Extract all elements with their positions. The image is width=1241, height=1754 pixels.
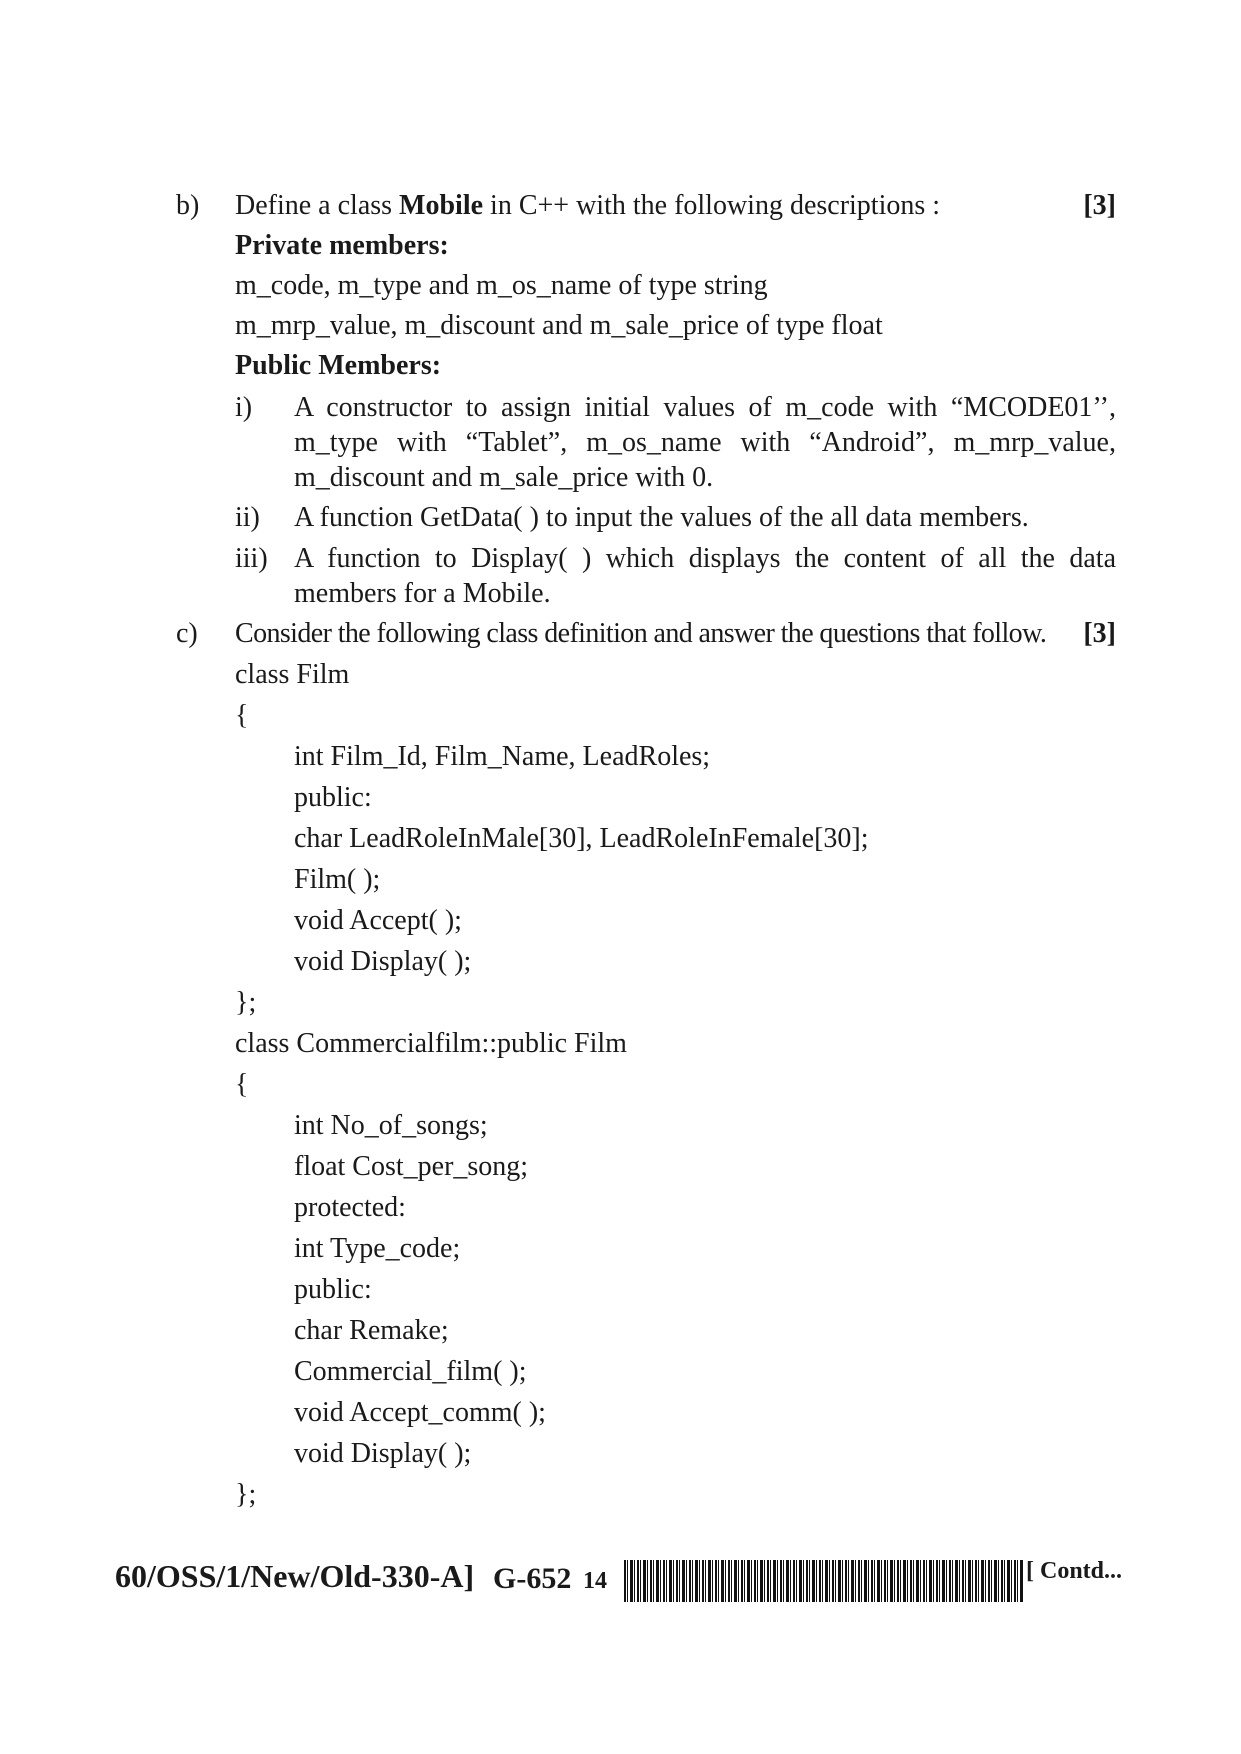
item-i-line-1: A constructor to assign initial values of m_code with “MCODE01’’, (294, 392, 1116, 423)
code-line: float Cost_per_song; (294, 1151, 529, 1182)
item-i-label: i) (235, 392, 253, 423)
item-ii-label: ii) (235, 502, 260, 533)
footer-code: 60/OSS/1/New/Old-330-A] (115, 1558, 475, 1594)
page-number: 14 (583, 1568, 607, 1594)
code-line: void Display( ); (294, 946, 472, 977)
code-line: protected: (294, 1192, 406, 1223)
code-line: int Type_code; (294, 1233, 461, 1264)
code-line: public: (294, 782, 372, 813)
code-line: int No_of_songs; (294, 1110, 488, 1141)
question-b-suffix: in C++ with the following descriptions : (483, 190, 941, 221)
code-line: Film( ); (294, 864, 381, 895)
code-line: public: (294, 1274, 372, 1305)
code-line: { (235, 700, 249, 731)
code-line: }; (235, 987, 257, 1018)
class-name-mobile: Mobile (399, 190, 484, 221)
code-line: Commercial_film( ); (294, 1356, 527, 1387)
footer-paper-code: G-652 (493, 1562, 572, 1595)
code-line: }; (235, 1479, 257, 1510)
item-i-line-3: m_discount and m_sale_price with 0. (294, 462, 714, 493)
private-line-2: m_mrp_value, m_discount and m_sale_price of type float (235, 310, 883, 341)
question-c-marks: [3] (1083, 618, 1116, 649)
code-line: class Film (235, 659, 350, 690)
question-b-label: b) (176, 190, 200, 221)
question-c-label: c) (176, 618, 198, 649)
code-line: char Remake; (294, 1315, 449, 1346)
code-line: int Film_Id, Film_Name, LeadRoles; (294, 741, 711, 772)
code-line: void Display( ); (294, 1438, 472, 1469)
private-line-1: m_code, m_type and m_os_name of type string (235, 270, 768, 301)
code-line: { (235, 1069, 249, 1100)
code-line: char LeadRoleInMale[30], LeadRoleInFemale[30]; (294, 823, 869, 854)
question-b-marks: [3] (1083, 190, 1116, 221)
item-iii-label: iii) (235, 543, 268, 574)
item-i-line-2: m_type with “Tablet”, m_os_name with “Android”, m_mrp_value, (294, 427, 1116, 458)
barcode (624, 1560, 1024, 1602)
contd-label: [ Contd... (1026, 1558, 1123, 1584)
private-members-heading: Private members: (235, 230, 449, 261)
question-b-prefix: Define a class (235, 190, 400, 221)
code-line: void Accept_comm( ); (294, 1397, 546, 1428)
code-line: void Accept( ); (294, 905, 462, 936)
item-iii-line-2: members for a Mobile. (294, 578, 551, 609)
question-c-text: Consider the following class definition and answer the questions that follow. (235, 618, 1047, 649)
question-b-text (235, 190, 940, 222)
code-line: class Commercialfilm::public Film (235, 1028, 627, 1059)
item-ii-line-1: A function GetData( ) to input the values of the all data members. (294, 502, 1029, 533)
public-members-heading: Public Members: (235, 350, 442, 381)
item-iii-line-1: A function to Display( ) which displays the content of all the data (294, 543, 1116, 574)
